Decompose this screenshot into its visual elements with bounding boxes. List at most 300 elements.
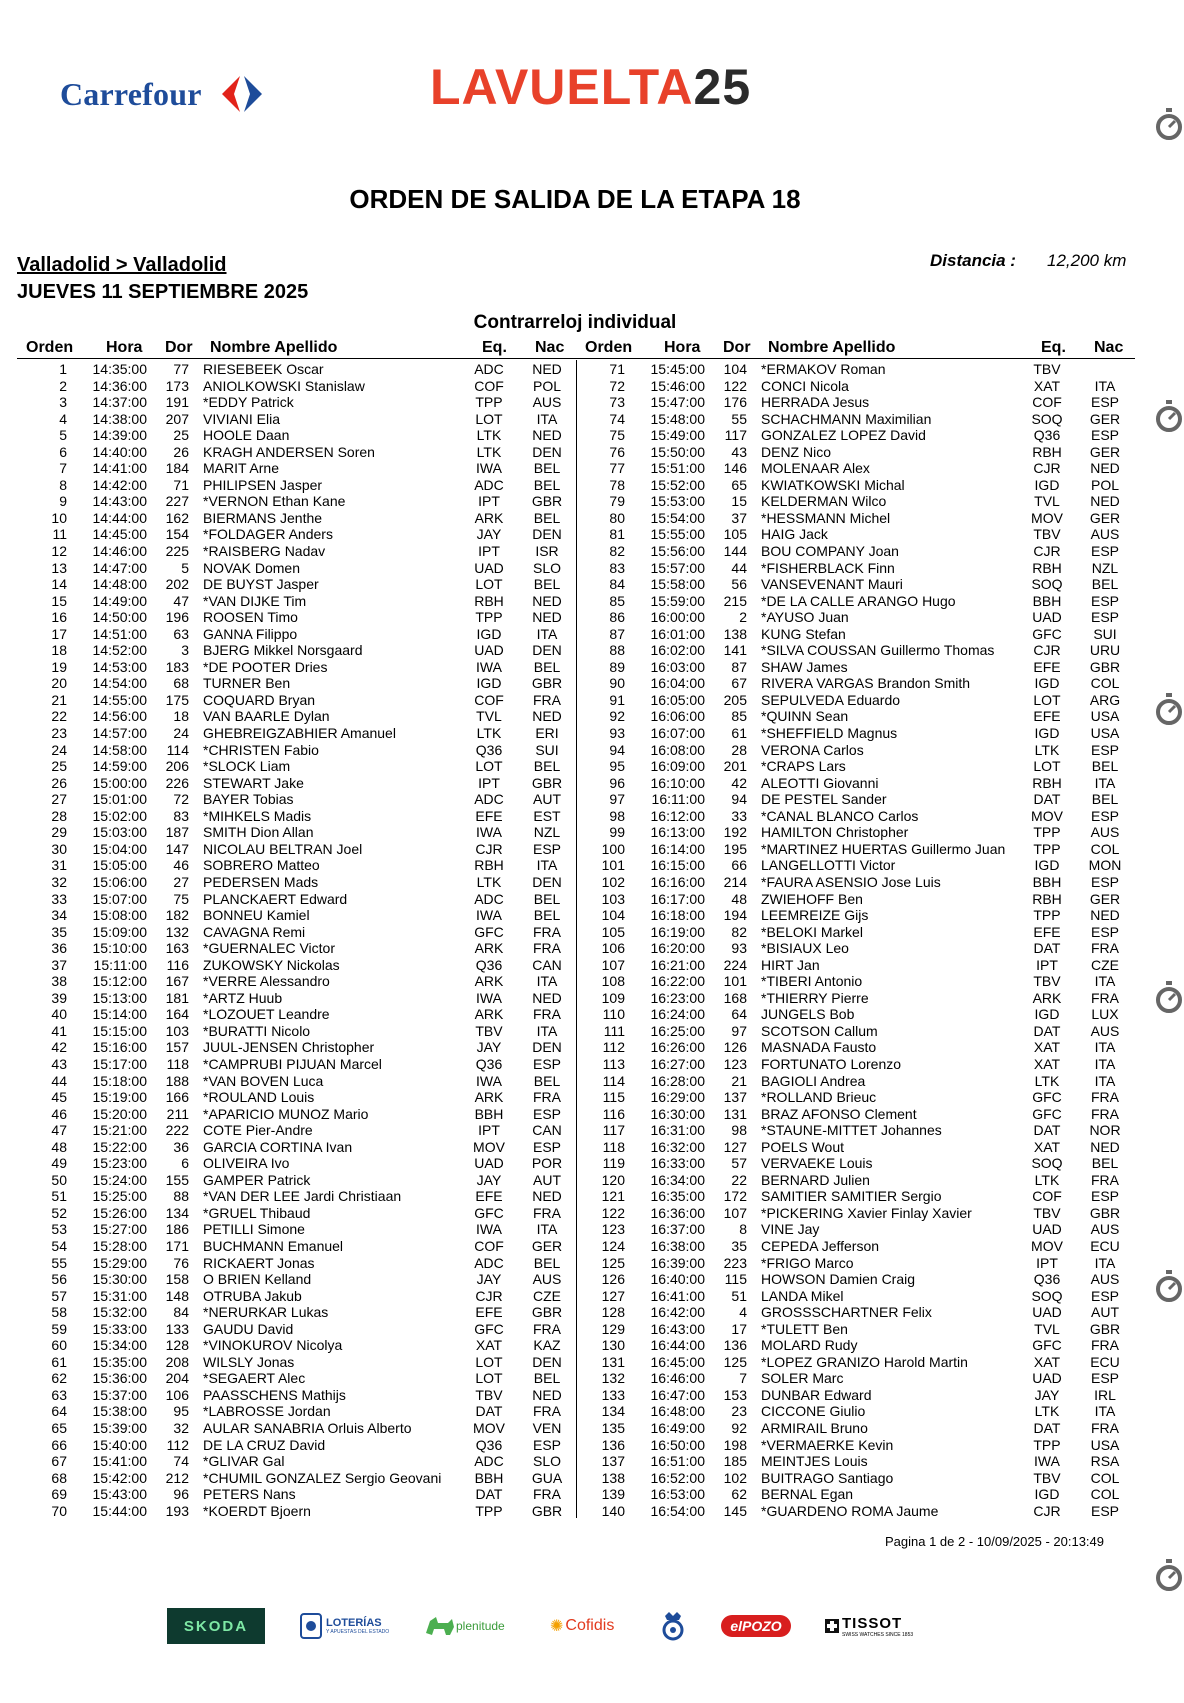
cell-dorsal: 204 xyxy=(165,1370,189,1387)
cell-dorsal: 4 xyxy=(739,1304,747,1321)
cell-dorsal: 22 xyxy=(731,1171,747,1188)
cell-hora: 15:34:00 xyxy=(92,1337,147,1354)
cell-nacion: CZE xyxy=(533,1287,561,1304)
cell-dorsal: 128 xyxy=(165,1337,189,1354)
cell-dorsal: 5 xyxy=(181,559,189,576)
cell-nombre: ZUKOWSKY Nickolas xyxy=(203,956,340,973)
cell-orden: 118 xyxy=(602,1138,625,1155)
cell-orden: 3 xyxy=(59,394,67,411)
table-row xyxy=(17,824,577,841)
cell-orden: 42 xyxy=(51,1039,67,1056)
cell-orden: 115 xyxy=(602,1089,625,1106)
cell-hora: 14:37:00 xyxy=(92,394,147,411)
cell-nombre: *TULETT Ben xyxy=(761,1320,848,1337)
cell-hora: 16:15:00 xyxy=(650,857,705,874)
cell-nombre: HOOLE Daan xyxy=(203,427,290,444)
cell-hora: 15:04:00 xyxy=(92,840,147,857)
cell-nombre: SHAW James xyxy=(761,658,848,675)
cell-equipo: GFC xyxy=(1032,1105,1062,1122)
table-row xyxy=(575,1304,1135,1321)
cell-nacion: ESP xyxy=(532,840,561,857)
cell-nacion: CZE xyxy=(1091,956,1119,973)
cell-equipo: UAD xyxy=(474,559,504,576)
cell-equipo: ARK xyxy=(474,940,504,957)
cell-hora: 14:53:00 xyxy=(92,658,147,675)
cell-nombre: PETERS Nans xyxy=(203,1486,296,1503)
header-orden: Orden xyxy=(585,339,633,356)
cell-equipo: LTK xyxy=(1034,741,1060,758)
cell-dorsal: 226 xyxy=(165,774,189,791)
cell-nacion: BEL xyxy=(533,758,561,775)
cell-nacion: FRA xyxy=(533,940,561,957)
cell-equipo: GFC xyxy=(474,1320,504,1337)
table-row xyxy=(17,1437,577,1454)
cell-nombre: *BELOKI Markel xyxy=(761,923,863,940)
cell-equipo: BBH xyxy=(1032,873,1062,890)
table-row xyxy=(575,1255,1135,1272)
table-row xyxy=(17,1023,577,1040)
cell-dorsal: 147 xyxy=(165,840,189,857)
cell-nombre: GAUDU David xyxy=(203,1320,294,1337)
cell-dorsal: 3 xyxy=(181,642,189,659)
cell-nacion: DEN xyxy=(532,443,562,460)
cell-nombre: POELS Wout xyxy=(761,1138,845,1155)
cell-equipo: Q36 xyxy=(475,956,503,973)
table-row xyxy=(575,411,1135,428)
cell-equipo: IWA xyxy=(476,989,502,1006)
cell-nombre: KUNG Stefan xyxy=(761,625,846,642)
cell-dorsal: 208 xyxy=(165,1353,189,1370)
table-row xyxy=(17,990,577,1007)
cell-nombre: JUNGELS Bob xyxy=(761,1006,855,1023)
cell-orden: 15 xyxy=(51,592,67,609)
cell-equipo: IPT xyxy=(478,543,500,560)
cell-orden: 127 xyxy=(601,1287,625,1304)
cell-hora: 15:40:00 xyxy=(92,1436,147,1453)
cell-orden: 58 xyxy=(51,1304,67,1321)
table-row xyxy=(17,1006,577,1023)
cell-nacion: FRA xyxy=(533,1089,561,1106)
table-row xyxy=(575,626,1135,643)
cell-nacion: FRA xyxy=(533,1320,561,1337)
cell-nombre: *FOLDAGER Anders xyxy=(203,526,333,543)
cell-orden: 25 xyxy=(51,758,67,775)
cell-orden: 100 xyxy=(601,840,625,857)
cell-nombre: *ERMAKOV Roman xyxy=(761,361,886,377)
cell-hora: 15:28:00 xyxy=(92,1237,147,1254)
cell-orden: 5 xyxy=(59,427,67,444)
cell-nombre: CAVAGNA Remi xyxy=(203,923,306,940)
cell-dorsal: 166 xyxy=(165,1089,189,1106)
cell-equipo: EFE xyxy=(475,807,503,824)
cell-dorsal: 97 xyxy=(731,1022,747,1039)
cell-nombre: *CHUMIL GONZALEZ Sergio Geovani xyxy=(203,1469,442,1486)
cell-orden: 44 xyxy=(51,1072,67,1089)
header-hora: Hora xyxy=(664,339,701,356)
tissot-subtitle: SWISS WATCHES SINCE 1853 xyxy=(842,1631,914,1638)
table-row xyxy=(575,874,1135,891)
cell-orden: 106 xyxy=(601,940,625,957)
vuelta-logo-la: LA xyxy=(430,59,495,115)
cell-equipo: TVL xyxy=(1034,1320,1060,1337)
cell-hora: 16:49:00 xyxy=(650,1420,705,1436)
cell-dorsal: 17 xyxy=(731,1320,747,1337)
cell-nombre: *GUARDENO ROMA Jaume xyxy=(761,1502,939,1519)
table-row xyxy=(17,973,577,990)
cell-orden: 72 xyxy=(609,377,625,394)
cell-nombre: *STAUNE-MITTET Johannes xyxy=(761,1122,942,1139)
cell-equipo: TBV xyxy=(475,1022,503,1039)
cell-dorsal: 134 xyxy=(165,1204,189,1221)
cell-nombre: NOVAK Domen xyxy=(203,559,300,576)
cell-equipo: IGD xyxy=(1034,725,1060,742)
cell-equipo: LOT xyxy=(475,758,503,775)
cell-dorsal: 92 xyxy=(731,1420,747,1436)
cell-nombre: HOWSON Damien Craig xyxy=(761,1271,916,1288)
cell-orden: 65 xyxy=(51,1420,67,1436)
cell-nombre: *EDDY Patrick xyxy=(203,394,294,411)
cell-nombre: *PICKERING Xavier Finlay Xavier xyxy=(761,1204,972,1221)
cell-nacion: ESP xyxy=(1090,873,1119,890)
cell-orden: 28 xyxy=(51,807,67,824)
cell-hora: 15:23:00 xyxy=(92,1155,147,1172)
cell-orden: 93 xyxy=(609,725,625,742)
table-row xyxy=(17,361,577,378)
cell-dorsal: 215 xyxy=(723,592,747,609)
cell-hora: 16:11:00 xyxy=(651,791,705,808)
cell-nacion: GER xyxy=(1089,443,1121,460)
cell-orden: 24 xyxy=(51,741,67,758)
cell-dorsal: 72 xyxy=(173,791,189,808)
cell-equipo: RBH xyxy=(1032,774,1062,791)
cell-nacion: NED xyxy=(532,609,562,626)
cell-nombre: *DE LA CALLE ARANGO Hugo xyxy=(761,592,956,609)
cell-orden: 107 xyxy=(601,956,625,973)
cell-hora: 16:41:00 xyxy=(650,1287,705,1304)
cell-hora: 16:37:00 xyxy=(650,1221,705,1238)
cell-hora: 15:44:00 xyxy=(92,1502,147,1519)
cell-orden: 78 xyxy=(609,476,625,493)
cell-nombre: *DE POOTER Dries xyxy=(203,658,328,675)
cell-hora: 15:46:00 xyxy=(650,377,705,394)
header-eq: Eq. xyxy=(1041,339,1066,356)
cell-dorsal: 146 xyxy=(723,460,747,477)
stage-route: Valladolid > Valladolid xyxy=(17,254,227,276)
table-row xyxy=(17,543,577,560)
cell-orden: 117 xyxy=(602,1122,625,1139)
cell-nacion: NZL xyxy=(1091,559,1119,576)
cell-orden: 8 xyxy=(59,476,67,493)
cell-dorsal: 181 xyxy=(165,989,189,1006)
cell-nombre: BONNEU Kamiel xyxy=(203,907,310,924)
cell-dorsal: 61 xyxy=(731,725,747,742)
cell-hora: 15:16:00 xyxy=(92,1039,147,1056)
cell-nombre: *QUINN Sean xyxy=(761,708,849,725)
cell-nacion: ECU xyxy=(1090,1353,1120,1370)
cell-nacion: ESP xyxy=(532,1436,561,1453)
correos-crown-horn-icon xyxy=(657,1610,689,1642)
cell-orden: 52 xyxy=(51,1204,67,1221)
cell-dorsal: 117 xyxy=(724,427,747,444)
cell-equipo: ADC xyxy=(474,476,504,493)
table-row xyxy=(17,1089,577,1106)
cell-orden: 56 xyxy=(51,1271,67,1288)
table-row xyxy=(575,973,1135,990)
cell-dorsal: 62 xyxy=(731,1486,747,1503)
table-row xyxy=(575,990,1135,1007)
cell-nacion: GUA xyxy=(531,1469,563,1486)
cell-nacion: GER xyxy=(531,1237,563,1254)
cell-equipo: CJR xyxy=(1033,460,1061,477)
cell-equipo: LOT xyxy=(475,576,503,593)
table-row xyxy=(17,609,577,626)
cell-hora: 16:13:00 xyxy=(650,824,705,841)
cell-equipo: TPP xyxy=(1033,840,1061,857)
cell-nombre: *VAN DER LEE Jardi Christiaan xyxy=(203,1188,402,1205)
cell-hora: 16:34:00 xyxy=(650,1171,705,1188)
cell-hora: 15:10:00 xyxy=(92,940,147,957)
cell-nacion: COL xyxy=(1090,840,1120,857)
cell-orden: 133 xyxy=(601,1386,625,1403)
cell-orden: 113 xyxy=(602,1055,625,1072)
table-row xyxy=(17,1486,577,1503)
cell-orden: 87 xyxy=(609,625,625,642)
cell-equipo: LOT xyxy=(1033,691,1061,708)
cell-orden: 37 xyxy=(51,956,67,973)
table-row xyxy=(17,1370,577,1387)
cell-hora: 15:53:00 xyxy=(650,493,705,510)
cell-dorsal: 8 xyxy=(739,1221,747,1238)
cell-equipo: Q36 xyxy=(475,741,503,758)
table-row xyxy=(575,394,1135,411)
cell-orden: 57 xyxy=(51,1287,67,1304)
cell-nacion: ESP xyxy=(532,1055,561,1072)
cell-dorsal: 84 xyxy=(173,1304,189,1321)
cell-nacion: BEL xyxy=(533,476,561,493)
cell-nacion: COL xyxy=(1090,1469,1120,1486)
table-row xyxy=(575,1106,1135,1123)
loterias-logo xyxy=(300,1608,400,1644)
cell-equipo: RBH xyxy=(474,592,504,609)
table-row xyxy=(575,361,1135,378)
cell-nacion: ITA xyxy=(536,1221,558,1238)
cell-orden: 123 xyxy=(601,1221,625,1238)
cell-equipo: ARK xyxy=(474,973,504,990)
table-row xyxy=(575,824,1135,841)
cell-orden: 135 xyxy=(601,1420,625,1436)
cell-nombre: COTE Pier-Andre xyxy=(203,1122,313,1139)
cell-dorsal: 224 xyxy=(723,956,747,973)
cell-hora: 15:25:00 xyxy=(92,1188,147,1205)
cell-nombre: SMITH Dion Allan xyxy=(203,824,314,841)
cell-hora: 16:54:00 xyxy=(650,1502,705,1519)
cell-equipo: BBH xyxy=(1032,592,1062,609)
table-header xyxy=(17,339,1135,359)
cell-hora: 16:08:00 xyxy=(650,741,705,758)
cell-hora: 16:42:00 xyxy=(650,1304,705,1321)
table-row xyxy=(575,1056,1135,1073)
cell-orden: 128 xyxy=(601,1304,625,1321)
cell-dorsal: 223 xyxy=(723,1254,747,1271)
cell-hora: 16:32:00 xyxy=(650,1138,705,1155)
cell-hora: 16:10:00 xyxy=(650,774,705,791)
table-row xyxy=(575,460,1135,477)
cell-nacion: AUS xyxy=(1090,1271,1120,1288)
cell-dorsal: 123 xyxy=(723,1055,747,1072)
table-row xyxy=(17,427,577,444)
cell-nombre: STEWART Jake xyxy=(203,774,304,791)
cell-nacion: FRA xyxy=(533,1403,561,1420)
table-row xyxy=(575,444,1135,461)
table-row xyxy=(575,1271,1135,1288)
cell-equipo: ADC xyxy=(474,361,504,377)
cell-equipo: ADC xyxy=(474,890,504,907)
cell-nacion: FRA xyxy=(533,691,561,708)
cell-nacion: BEL xyxy=(1091,758,1119,775)
cell-equipo: TBV xyxy=(1033,1469,1061,1486)
cell-nacion: POL xyxy=(1090,476,1119,493)
cell-hora: 16:07:00 xyxy=(650,725,705,742)
cell-hora: 14:58:00 xyxy=(92,741,147,758)
cell-hora: 16:39:00 xyxy=(650,1254,705,1271)
cell-hora: 14:56:00 xyxy=(92,708,147,725)
cell-nombre: PLANCKAERT Edward xyxy=(203,890,348,907)
cell-nombre: RIVERA VARGAS Brandon Smith xyxy=(761,675,971,692)
cell-orden: 83 xyxy=(609,559,625,576)
cell-nacion: NED xyxy=(1090,460,1120,477)
cell-equipo: SOQ xyxy=(1031,1155,1063,1172)
cell-dorsal: 212 xyxy=(165,1469,189,1486)
table-row xyxy=(17,477,577,494)
cell-hora: 15:01:00 xyxy=(92,791,147,808)
cell-nacion: COL xyxy=(1090,1486,1120,1503)
cell-equipo: LOT xyxy=(475,1370,503,1387)
table-row xyxy=(17,444,577,461)
loterias-subtitle: Y APUESTAS DEL ESTADO xyxy=(326,1629,390,1635)
cell-orden: 137 xyxy=(601,1453,625,1470)
cell-nacion: NED xyxy=(532,592,562,609)
table-row xyxy=(575,725,1135,742)
cell-nombre: VAN BAARLE Dylan xyxy=(203,708,330,725)
header-nombre: Nombre Apellido xyxy=(768,339,896,356)
cell-nacion: FRA xyxy=(1091,1171,1119,1188)
cell-dorsal: 131 xyxy=(723,1105,747,1122)
cell-hora: 14:45:00 xyxy=(92,526,147,543)
cell-equipo: MOV xyxy=(1031,509,1063,526)
cell-orden: 40 xyxy=(51,1006,67,1023)
cell-hora: 16:18:00 xyxy=(650,907,705,924)
cell-equipo: IWA xyxy=(476,1221,502,1238)
cell-nacion: ERI xyxy=(535,725,559,742)
cell-orden: 68 xyxy=(51,1469,67,1486)
cell-orden: 90 xyxy=(609,675,625,692)
table-row xyxy=(575,1453,1135,1470)
cell-nombre: *CHRISTEN Fabio xyxy=(203,741,319,758)
cell-hora: 14:35:00 xyxy=(92,361,147,377)
cell-nombre: COQUARD Bryan xyxy=(203,691,316,708)
cell-orden: 130 xyxy=(601,1337,625,1354)
table-row xyxy=(17,1039,577,1056)
cell-nacion: NED xyxy=(532,1386,562,1403)
cell-equipo: IWA xyxy=(476,460,502,477)
table-row xyxy=(17,1288,577,1305)
table-row xyxy=(575,775,1135,792)
cell-orden: 19 xyxy=(51,658,67,675)
stopwatch-icon xyxy=(1155,981,1183,1013)
table-row xyxy=(17,1056,577,1073)
cell-nacion: ITA xyxy=(536,1022,558,1039)
cell-equipo: EFE xyxy=(475,1188,503,1205)
cell-nombre: *VERRE Alessandro xyxy=(203,973,330,990)
cell-dorsal: 46 xyxy=(173,857,189,874)
cell-dorsal: 57 xyxy=(731,1155,747,1172)
cell-hora: 15:20:00 xyxy=(92,1105,147,1122)
cell-equipo: UAD xyxy=(1032,1370,1062,1387)
cell-orden: 120 xyxy=(601,1171,625,1188)
cell-dorsal: 163 xyxy=(165,940,189,957)
cell-nacion: AUS xyxy=(532,1271,562,1288)
la-vuelta-logo xyxy=(430,59,752,115)
cell-hora: 14:51:00 xyxy=(92,625,147,642)
table-row xyxy=(17,1205,577,1222)
header-nac: Nac xyxy=(535,339,565,356)
cell-nacion: ESP xyxy=(532,1105,561,1122)
cell-dorsal: 107 xyxy=(723,1204,747,1221)
cell-dorsal: 67 xyxy=(731,675,747,692)
table-row xyxy=(17,593,577,610)
table-row xyxy=(17,378,577,395)
cell-dorsal: 63 xyxy=(173,625,189,642)
table-row xyxy=(575,1354,1135,1371)
table-row xyxy=(575,1486,1135,1503)
cell-nacion: ESP xyxy=(1090,609,1119,626)
cell-orden: 26 xyxy=(51,774,67,791)
cell-nacion: ESP xyxy=(1090,592,1119,609)
cell-hora: 15:24:00 xyxy=(92,1171,147,1188)
table-row xyxy=(17,940,577,957)
cell-dorsal: 191 xyxy=(165,394,189,411)
cell-equipo: ADC xyxy=(474,1254,504,1271)
cell-orden: 33 xyxy=(51,890,67,907)
cell-hora: 15:29:00 xyxy=(92,1254,147,1271)
cell-hora: 14:39:00 xyxy=(92,427,147,444)
cell-nombre: *CRAPS Lars xyxy=(761,758,846,775)
cell-hora: 15:31:00 xyxy=(92,1287,147,1304)
table-row xyxy=(575,708,1135,725)
tissot-wordmark: TISSOT xyxy=(842,1614,903,1632)
cell-orden: 21 xyxy=(51,691,67,708)
cell-hora: 15:17:00 xyxy=(92,1055,147,1072)
table-row xyxy=(575,857,1135,874)
cell-nacion: ESP xyxy=(1090,543,1119,560)
header-hora: Hora xyxy=(106,339,143,356)
table-row xyxy=(575,1503,1135,1520)
cell-nacion: DEN xyxy=(532,642,562,659)
cell-nombre: O BRIEN Kelland xyxy=(203,1271,312,1288)
cell-nombre: DE LA CRUZ David xyxy=(203,1436,326,1453)
cell-equipo: LOT xyxy=(475,410,503,427)
cell-orden: 86 xyxy=(609,609,625,626)
cell-nacion: AUS xyxy=(532,394,562,411)
cell-dorsal: 104 xyxy=(723,361,747,377)
table-row xyxy=(17,907,577,924)
cell-dorsal: 136 xyxy=(723,1337,747,1354)
cell-dorsal: 47 xyxy=(173,592,189,609)
plenitude-dog-icon xyxy=(422,1613,456,1639)
cell-orden: 105 xyxy=(601,923,625,940)
cell-nombre: HIRT Jan xyxy=(761,956,820,973)
cell-equipo: TBV xyxy=(475,1386,503,1403)
